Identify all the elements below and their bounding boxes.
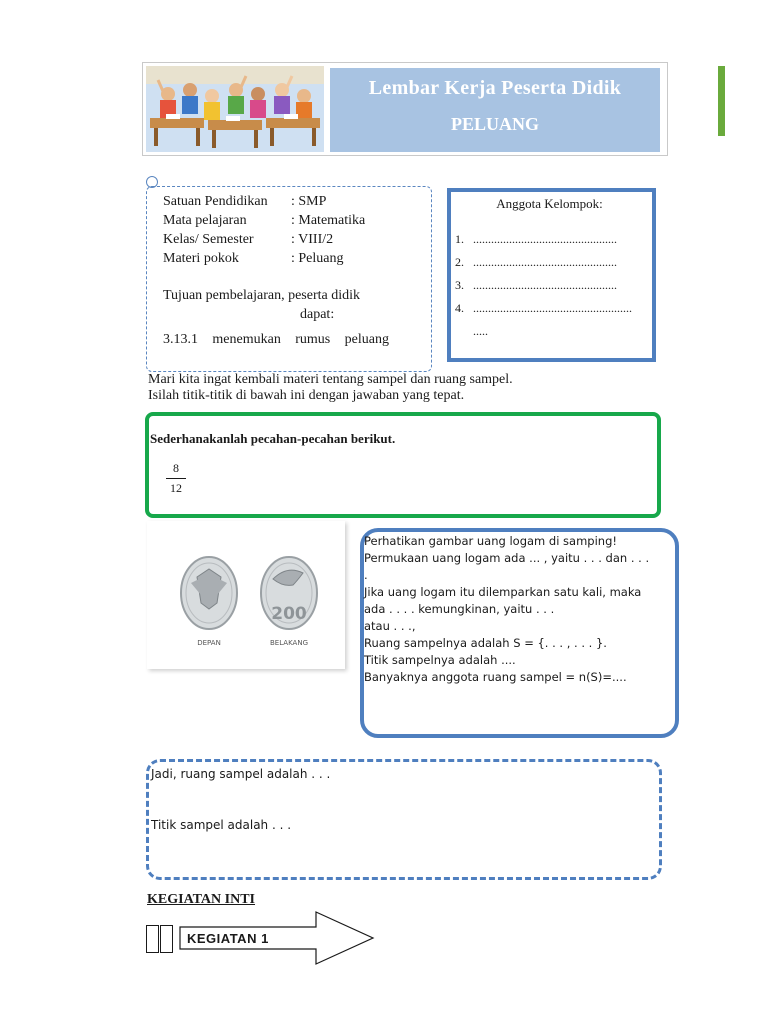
coin-front-label: DEPAN xyxy=(197,639,221,647)
competency-line: 3.13.1 menemukan rumus peluang xyxy=(163,332,389,347)
coin-back-label: BELAKANG xyxy=(270,639,308,647)
page-title: Lembar Kerja Peserta Didik xyxy=(368,77,622,99)
section-heading: KEGIATAN INTI xyxy=(147,892,256,907)
learning-objective-dapat: dapat: xyxy=(300,307,335,322)
coin-value: 200 xyxy=(271,604,307,624)
activity-label: KEGIATAN 1 xyxy=(187,931,269,946)
member-line-continuation: ..... xyxy=(473,324,488,338)
member-line[interactable]: 2. ................................................ xyxy=(455,255,617,269)
simplify-box xyxy=(145,412,661,518)
coin-question-line: . xyxy=(364,568,368,582)
identity-row: Kelas/ Semester : VIII/2 xyxy=(163,232,334,247)
simplify-instruction: Sederhanakanlah pecahan-pecahan berikut. xyxy=(150,431,396,446)
coin-question-line: Banyaknya anggota ruang sampel = n(S)=.... xyxy=(364,670,627,684)
identity-row: Mata pelajaran : Matematika xyxy=(163,213,366,228)
fraction xyxy=(166,461,186,496)
accent-bar xyxy=(718,66,725,136)
placeholder-box-icon xyxy=(146,925,159,953)
intro-line-1: Mari kita ingat kembali materi tentang sampel dan ruang sampel. xyxy=(148,372,513,387)
header-separator xyxy=(326,66,328,138)
learning-objective-label: Tujuan pembelajaran, peserta didik xyxy=(163,288,360,303)
fraction-bar xyxy=(166,478,186,479)
coin-question-line: ada . . . . kemungkinan, yaitu . . . xyxy=(364,602,555,616)
member-line[interactable]: 4. ..................................................... xyxy=(455,301,632,315)
coin-question-line: Perhatikan gambar uang logam di samping! xyxy=(364,534,617,548)
coin-question-line: Titik sampelnya adalah .... xyxy=(364,653,516,667)
fraction-denominator: 12 xyxy=(170,481,182,495)
coin-question-line: atau . . ., xyxy=(364,619,416,633)
classroom-illustration xyxy=(146,66,324,152)
coin-question-line: Permukaan uang logam ada ... , yaitu . . . dan . . . xyxy=(364,551,650,565)
fraction-numerator: 8 xyxy=(173,461,179,475)
placeholder-box-icon xyxy=(160,925,173,953)
conclusion-line-1: Jadi, ruang sampel adalah . . . xyxy=(151,767,331,781)
conclusion-line-2: Titik sampel adalah . . . xyxy=(151,818,292,832)
coin-question-line: Ruang sampelnya adalah S = {. . . , . . . }. xyxy=(364,636,607,650)
coin-question-line: Jika uang logam itu dilemparkan satu kali, maka xyxy=(364,585,642,599)
member-line[interactable]: 3. ................................................ xyxy=(455,278,617,292)
member-line[interactable]: 1. ................................................ xyxy=(455,232,617,246)
coin-image xyxy=(147,521,345,669)
identity-row: Materi pokok : Peluang xyxy=(163,251,344,266)
intro-line-2: Isilah titik-titik di bawah ini dengan jawaban yang tepat. xyxy=(148,388,465,403)
identity-row: Satuan Pendidikan : SMP xyxy=(163,194,327,209)
page-subtitle: PELUANG xyxy=(450,114,539,134)
group-members-title: Anggota Kelompok: xyxy=(496,196,603,211)
